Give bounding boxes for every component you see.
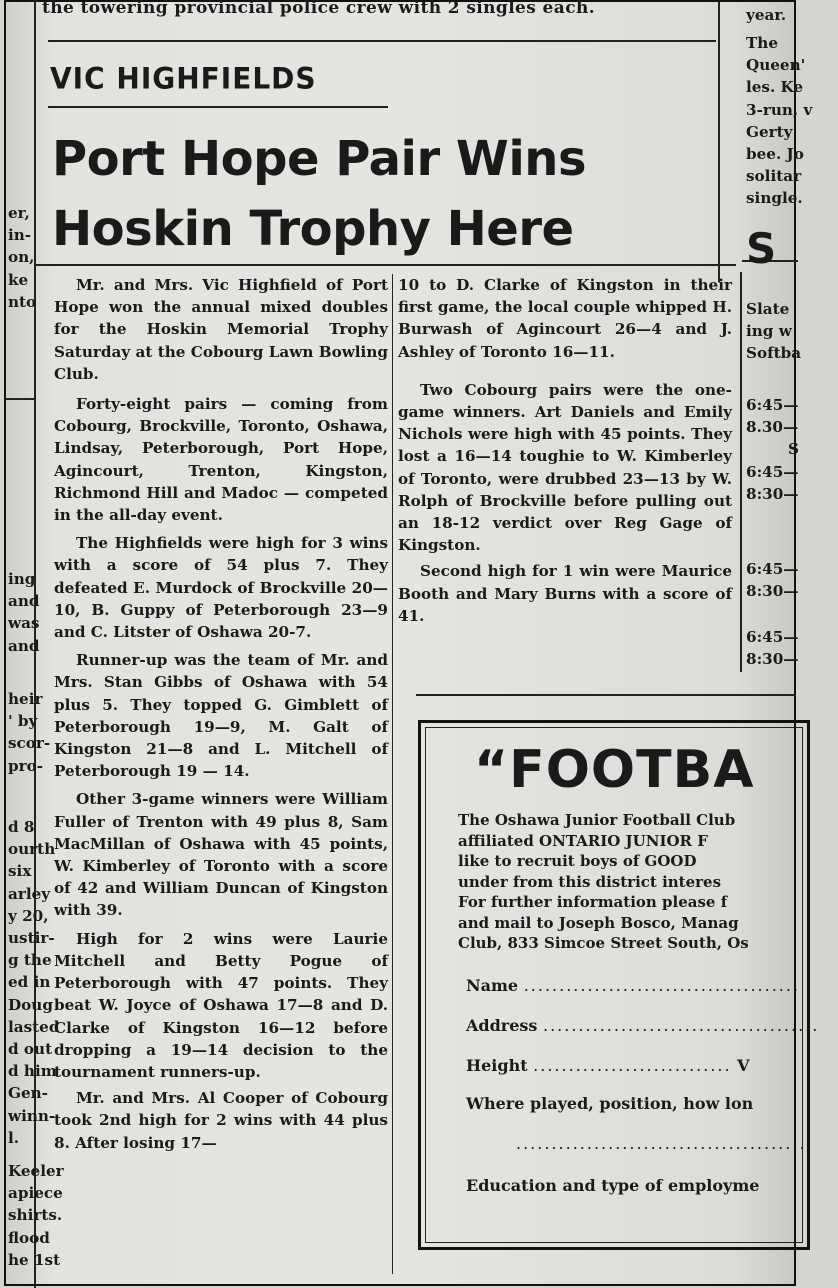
right-fragment-3: S (746, 224, 777, 273)
headline-line-1: Port Hope Pair Wins (52, 131, 587, 187)
dotted-line: ....................................... (543, 1016, 820, 1035)
rule-under-kicker (48, 106, 388, 108)
newspaper-page (4, 0, 820, 1286)
paragraph: Runner-up was the team of Mr. and Mrs. Stan Gibbs of Oshawa with 54 plus 5. They topped G. Gimblett of Peterborough 19—9, M. Galt of Kingston 21—8 and L. Mitchell of Peterborough 19 — 14. (54, 651, 388, 781)
ad-title: “FOOTBA (474, 740, 755, 800)
paragraph: Mr. and Mrs. Vic Highfield of Port Hope won the annual mixed doubles for the Hoskin Memorial Trophy Saturday at the Cobourg Lawn Bowling Club. (54, 276, 388, 383)
ad-address-field: Address ....................................... (466, 1016, 820, 1035)
kicker-label: VIC HIGHFIELDS (50, 61, 317, 96)
ad-where-played-field: Where played, position, how lon (466, 1094, 754, 1113)
football-ad (418, 720, 820, 1250)
paragraph: Second high for 1 win were Maurice Booth and Mary Burns with a score of 41. (398, 562, 732, 625)
left-fragment-1: er, in- on, ke nto (8, 204, 37, 311)
paragraph: Mr. and Mrs. Al Cooper of Cobourg took 2nd high for 2 wins with 44 plus 8. After losing 17— (54, 1089, 388, 1152)
rule-top (48, 40, 716, 42)
ad-height-field: Height ............................ V (466, 1056, 750, 1075)
column-rule-center (392, 274, 393, 1274)
dotted-line: ............................ (533, 1056, 732, 1075)
right-fragment-1: year. (746, 6, 787, 24)
left-fragment-5: Keeler apiece shirts. flood he 1st (8, 1162, 64, 1269)
right-fragment-6: 6:45— 8:30— (746, 560, 799, 601)
rule-left-frag (6, 398, 34, 400)
football-ad-inner (425, 727, 820, 1243)
article-column-2 (398, 274, 732, 627)
ad-body: The Oshawa Junior Football Club affiliated ONTARIO JUNIOR F like to recruit boys of GOOD under from this district interes For further information please f and mail to Joseph Bosco, Manag Club, 833 Simcoe Street South, Os (458, 811, 749, 952)
right-fragment-2: The Queen' les. Ke 3-run, v Gerty bee. Jo solitar single. (746, 34, 813, 208)
paragraph: High for 2 wins were Laurie Mitchell and Betty Pogue of Peterborough with 47 points. They beat W. Joyce of Oshawa 17—8 and D. Clarke of Kingston 16—12 before dropping a 19—14 decision to the tournament runners-up. (54, 929, 388, 1081)
top-line-text: the towering provincial police crew with 2 singles each. (42, 0, 596, 18)
right-fragment-5: 6:45— 8.30— S 6:45— 8:30— (746, 396, 799, 503)
article-column-1 (54, 274, 388, 1154)
paragraph: 10 to D. Clarke of Kingston in their first game, the local couple whipped H. Burwash of Agincourt 26—4 and J. Ashley of Toronto 16—11. (398, 276, 732, 361)
column-rule-right-mid (740, 272, 742, 672)
ad-name-field: Name ....................................... (466, 976, 801, 995)
headline (52, 124, 732, 264)
rule-under-headline (36, 264, 736, 266)
paragraph: Forty-eight pairs — coming from Cobourg, Brockville, Toronto, Oshawa, Lindsay, Peterborough, Port Hope, Agincourt, Trenton, Kingston, Richmond Hill and Madoc — competed in the all-day event. (54, 395, 388, 525)
paragraph: Two Cobourg pairs were the one-game winners. Art Daniels and Emily Nichols were high with 45 points. They lost a 16—14 toughie to W. Kimberley of Toronto, were drubbed 23—13 by W. Rolph of Brockville before pulling out an 18-12 verdict over Reg Gage of Kingston. (398, 380, 732, 555)
right-fragment-7: 6:45— 8:30— (746, 628, 799, 669)
dotted-line: ....................................... (523, 976, 801, 995)
headline-line-2: Hoskin Trophy Here (52, 201, 574, 257)
left-fragment-4: d 8 ourth six arley y 20, ustir- g the ed in Doug lasted d out d him Gen- winn- l. (8, 818, 60, 1147)
paragraph: The Highfields were high for 3 wins with a score of 54 plus 7. They defeated E. Murdock of Brockville 20—10, B. Guppy of Peterborough 23—9 and C. Litster of Oshawa 20-7. (54, 534, 388, 642)
left-fragment-2: ing and was and (8, 570, 40, 655)
ad-education-field: Education and type of employme (466, 1176, 760, 1195)
right-fragment-4: Slate ing w Softba (746, 300, 802, 363)
left-fragment-3: heir ' by scor- pro- (8, 690, 51, 775)
dotted-line: .......................................... (516, 1134, 814, 1153)
paragraph: Other 3-game winners were William Fuller of Trenton with 49 plus 8, Sam MacMillan of Oshawa with 45 points, W. Kimberley of Toronto with a score of 42 and William Duncan of Kingston with 39. (54, 790, 388, 920)
rule-above-ad (416, 694, 796, 696)
